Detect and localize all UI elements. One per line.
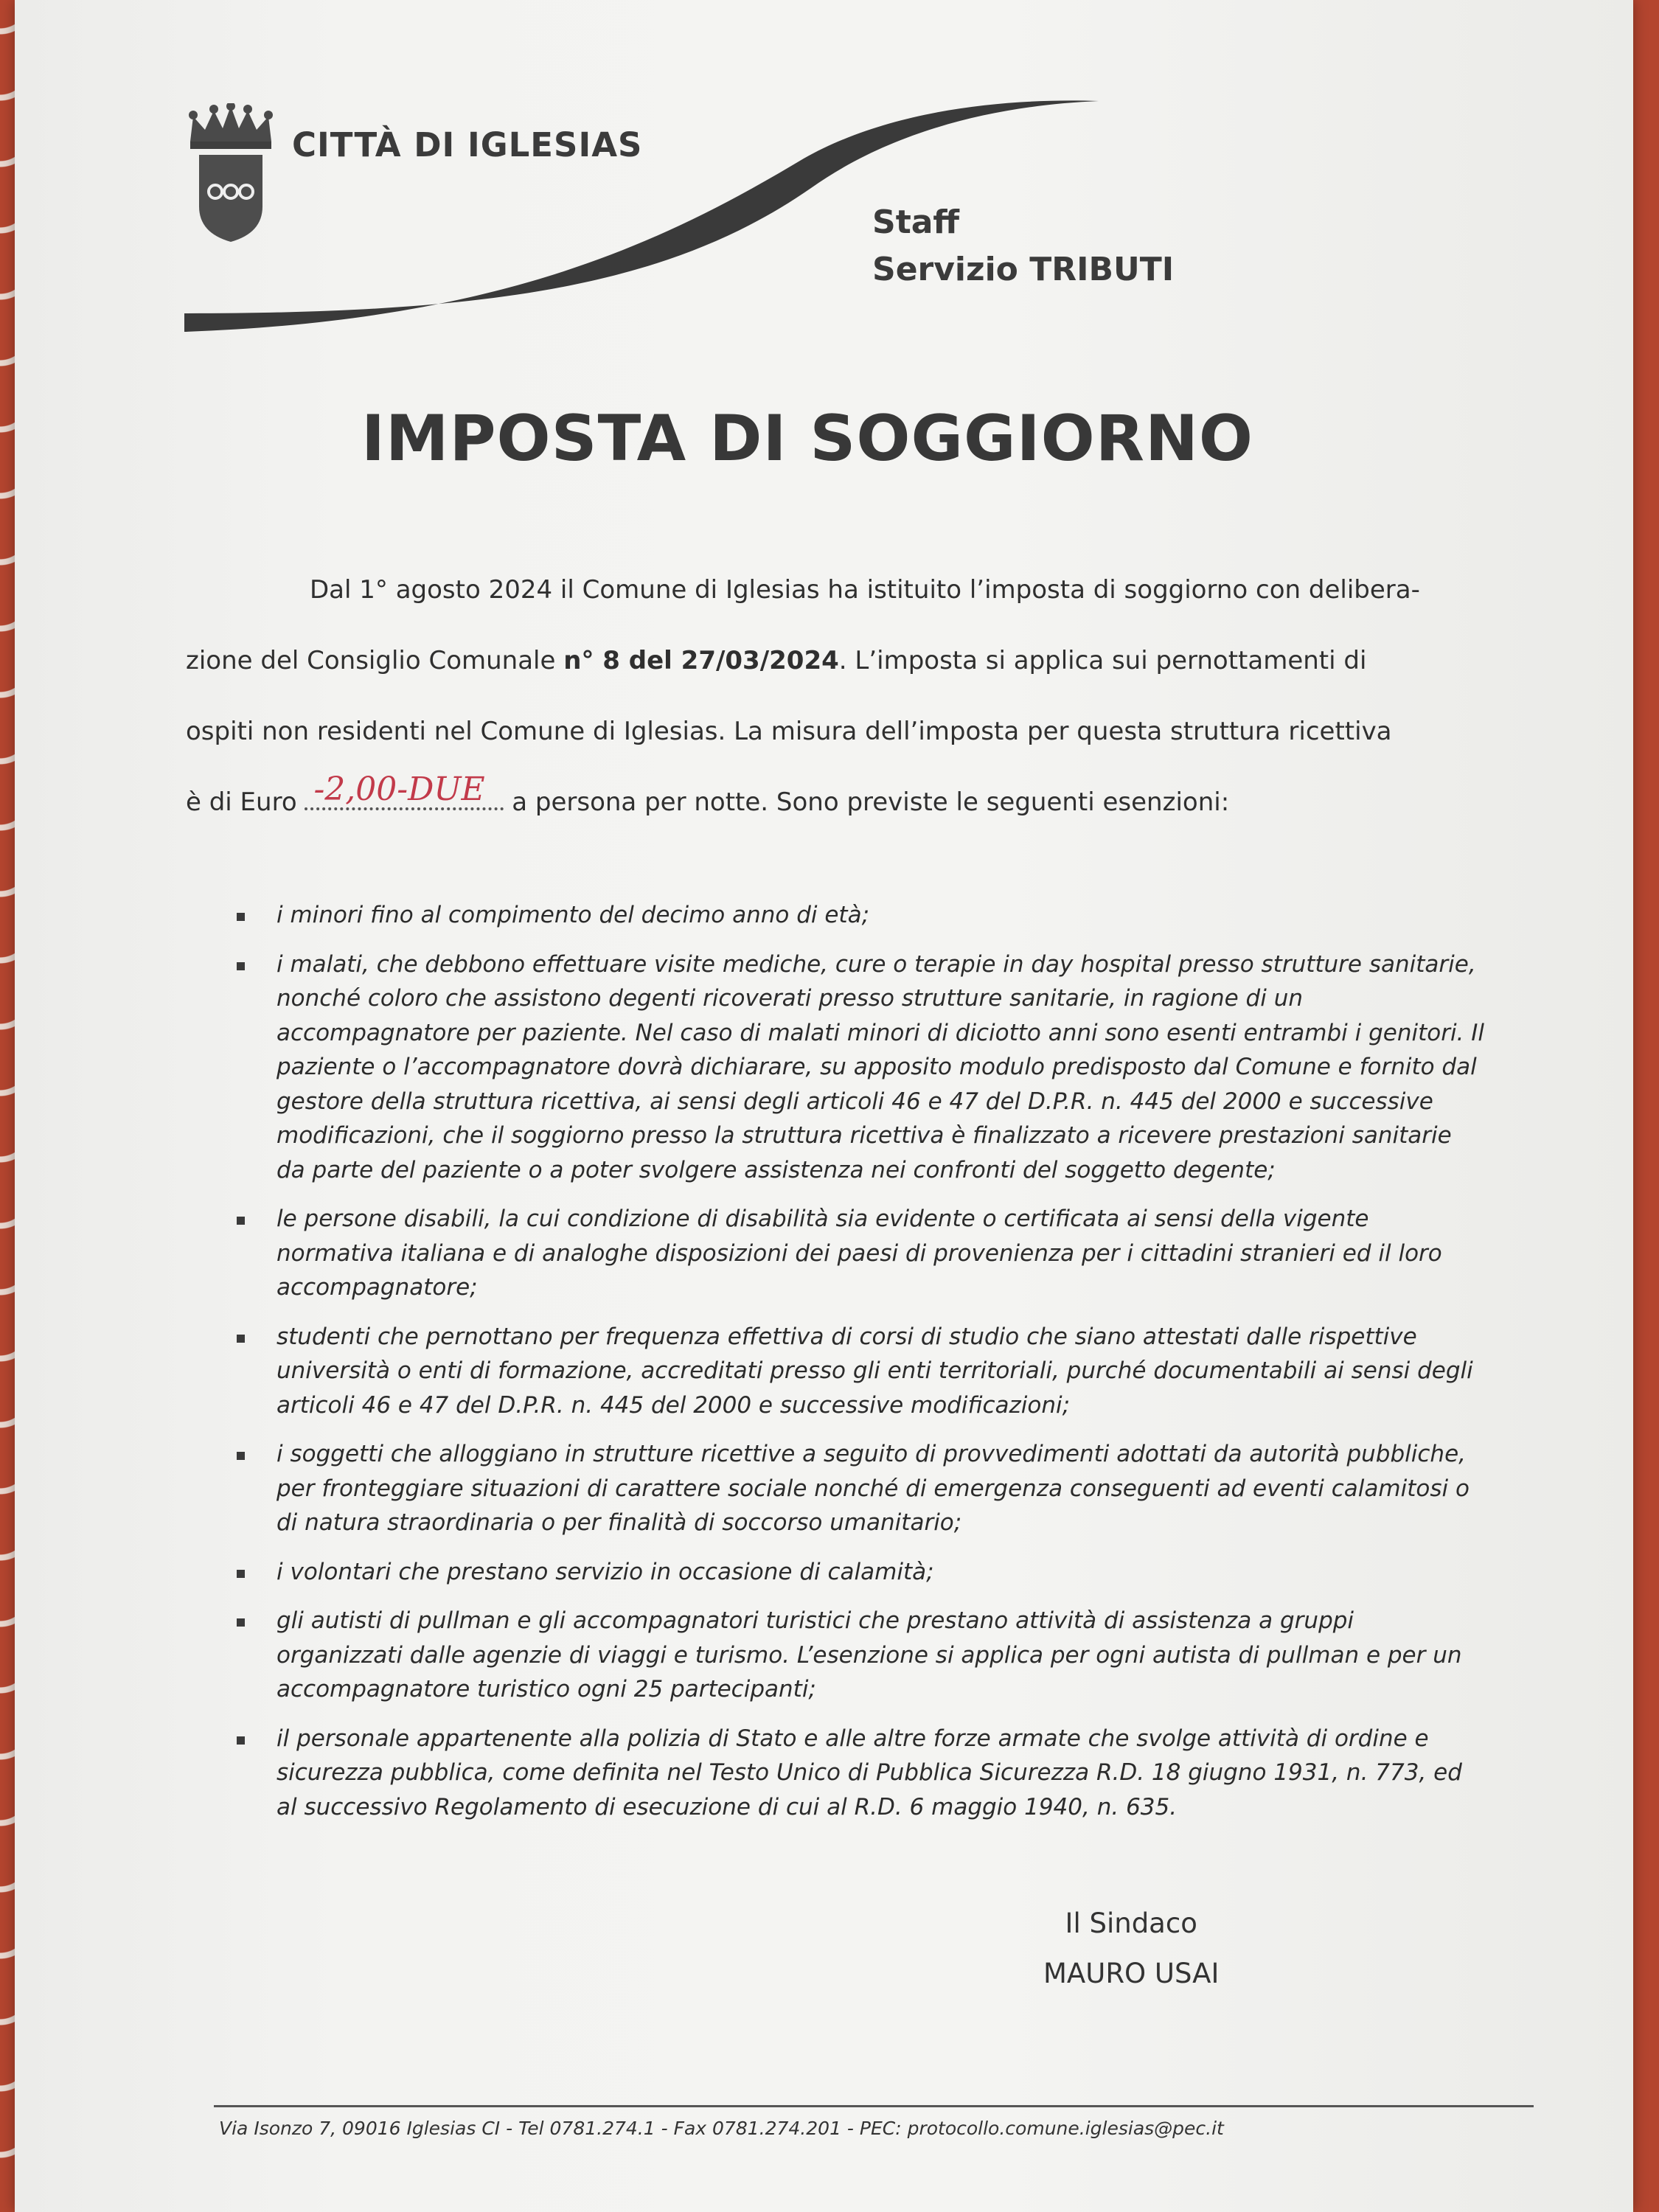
city-name: CITTÀ DI IGLESIAS — [292, 125, 643, 164]
list-item: i soggetti che alloggiano in strutture ricettive a seguito di provvedimenti adottati da autorità pubbliche, per fronteggiare situazioni di carattere sociale nonché di emergenza conseguenti ad eventi calamitosi o di natura straordinaria o per finalità di soccorso umanitario; — [276, 1437, 1486, 1540]
intro-line-2 — [186, 625, 1461, 696]
list-item: i malati, che debbono effettuare visite mediche, cure o terapie in day hospital presso strutture sanitarie, nonché coloro che assistono degenti ricoverati presso strutture sanitarie, in ragione di un accompagnatore per paziente. Nel caso di malati minori di diciotto anni sono esenti entrambi i genitori. Il paziente o l’accompagnatore dovrà dichiarare, su apposito modulo predisposto dal Comune e fornito dal gestore della struttura ricettiva, ai sensi degli articoli 46 e 47 del D.P.R. n. 445 del 2000 e successive modificazioni, che il soggiorno presso la struttura ricettiva è finalizzato a ricevere prestazioni sanitarie da parte del paziente o a poter svolgere assistenza nei confronti del soggetto degente; — [276, 947, 1486, 1188]
intro-line-2-text: zione del Consiglio Comunale — [186, 646, 564, 675]
list-item: le persone disabili, la cui condizione di disabilità sia evidente o certificata ai sensi della vigente normativa italiana e di analoghe disposizioni dei paesi di provenienza per i cittadini stranieri ed il loro accompagnatore; — [276, 1202, 1486, 1305]
intro-line-1: Dal 1° agosto 2024 il Comune di Iglesias ha istituito l’imposta di soggiorno con delibera- — [310, 575, 1420, 605]
document-title: IMPOSTA DI SOGGIORNO — [361, 402, 1254, 476]
department-staff: Staff — [872, 204, 960, 241]
department-block — [872, 199, 1174, 293]
list-item: studenti che pernottano per frequenza effettiva di corsi di studio che siano attestati dalle rispettive università o enti di formazione, accreditati presso gli enti territoriali, purché documentabili ai sensi degli articoli 46 e 47 del D.P.R. n. 445 del 2000 e successive modificazioni; — [276, 1320, 1486, 1423]
intro-line-2-tail: . L’imposta si applica sui pernottamenti di — [838, 646, 1367, 675]
department-service: Servizio TRIBUTI — [872, 251, 1175, 288]
intro-line-4-text: è di Euro — [186, 787, 305, 817]
list-item: i volontari che prestano servizio in occasione di calamità; — [276, 1555, 1486, 1590]
intro-line-4 — [186, 767, 1461, 838]
footer-contacts: Via Isonzo 7, 09016 Iglesias CI - Tel 0781.274.1 - Fax 0781.274.201 - PEC: protocollo.comune.iglesias@pec.it — [219, 2118, 1224, 2139]
footer-divider — [214, 2105, 1534, 2107]
list-item: i minori fino al compimento del decimo anno di età; — [276, 898, 1486, 933]
intro-paragraph — [186, 554, 1461, 838]
resolution-reference: n° 8 del 27/03/2024 — [563, 646, 839, 675]
amount-blank — [305, 771, 504, 810]
signature-role: Il Sindaco — [1065, 1907, 1197, 1939]
handwritten-amount: -2,00-DUE — [313, 771, 485, 808]
list-item: gli autisti di pullman e gli accompagnatori turistici che prestano attività di assistenza a gruppi organizzati dalle agenzie di viaggi e turismo. L’esenzione si applica per ogni autista di pullman e per un accompagnatore turistico ogni 25 partecipanti; — [276, 1604, 1486, 1707]
intro-line-4-tail: a persona per notte. Sono previste le seguenti esenzioni: — [504, 787, 1230, 817]
notice-sheet — [15, 0, 1633, 2212]
signature-name: MAURO USAI — [1043, 1958, 1220, 1989]
list-item: il personale appartenente alla polizia di Stato e alle altre forze armate che svolge attività di ordine e sicurezza pubblica, come definita nel Testo Unico di Pubblica Sicurezza R.D. 18 giugno 1931, n. 773, ed al successivo Regolamento di esecuzione di cui al R.D. 6 maggio 1940, n. 635. — [276, 1722, 1486, 1825]
exemptions-list — [276, 898, 1486, 1839]
signature-block — [1043, 1899, 1219, 1999]
intro-line-3: ospiti non residenti nel Comune di Iglesias. La misura dell’imposta per questa struttura ricettiva — [186, 717, 1392, 746]
